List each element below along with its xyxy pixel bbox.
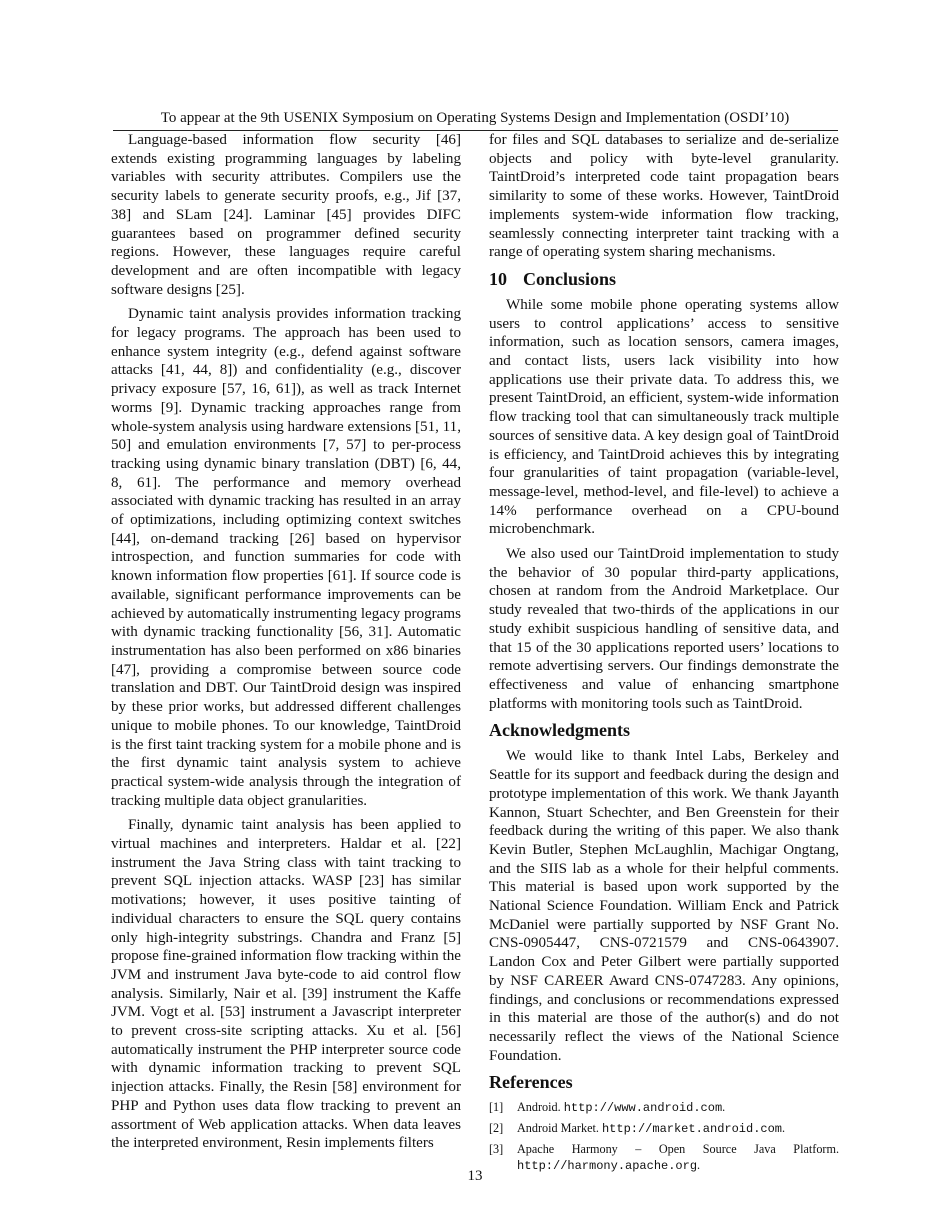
paragraph-acknowledgments: We would like to thank Intel Labs, Berkeley and Seattle for its support and feedback during the design and prototype implementation of this work. We thank Jayanth Kannon, Stuart Schechter, and Ben Greenstein for their feedback during the writing of this paper. We also thank Kevin Butler, Stephen McLaughlin, Machigar Ongtang, and the SIIS lab as a whole for their helpful comments. This material is based upon work supported by the National Science Foundation. William Enck and Patrick McDaniel were partially supported by NSF Grant No. CNS-0905447, CNS-0721579 and CNS-0643907. Landon Cox and Peter Gilbert were partially supported by NSF CAREER Award CNS-0747283. Any opinions, findings, and conclusions or recommendations expressed in this material are those of the author(s) and do not necessarily reflect the views of the National Science Foundation.	[489, 748, 839, 1064]
section-heading-conclusions	[489, 268, 839, 290]
section-title: Conclusions	[523, 268, 617, 289]
running-header: To appear at the 9th USENIX Symposium on Operating Systems Design and Implementation (OSDI’10)	[160, 110, 790, 126]
paragraph-dynamic-taint-analysis: Dynamic taint analysis provides information tracking for legacy programs. The approach has been used to enhance system integrity (e.g., defend against software attacks [41, 44, 8]) and confidentiality (e.g., discover privacy exposure [57, 16, 61]), as well as track Internet worms [9]. Dynamic tracking approaches range from whole-system analysis using hardware extensions [51, 11, 50] and emulation environments [7, 57] to per-process tracking using dynamic binary translation (DBT) [6, 44, 8, 61]. The performance and memory overhead associated with dynamic tracking has resulted in an array of optimizations, including optimizing context switches [44], on-demand tracking [26] based on hypervisor introspection, and function summaries for code with known information flow properties [61]. If source code is available, significant performance improvements can be achieved by automatically instrumenting legacy programs with dynamic tracking functionality [56, 31]. Automatic instrumentation has also been performed on x86 binaries [47], providing a compromise between source code translation and DBT. Our TaintDroid design was inspired by these prior works, but addressed different challenges unique to mobile phones. To our knowledge, TaintDroid is the first taint tracking system for a mobile phone and is the first dynamic taint analysis system to achieve practical system-wide analysis through the integration of tracking multiple data object granularities.	[111, 306, 461, 809]
page-number: 13	[467, 1168, 483, 1184]
reference-text: Android.	[517, 1100, 561, 1115]
reference-number: [1]	[489, 1100, 504, 1115]
section-heading-acknowledgments: Acknowledgments	[489, 720, 631, 741]
reference-url-link[interactable]: http://harmony.apache.org	[517, 1159, 698, 1174]
reference-number: [3]	[489, 1142, 504, 1157]
section-heading-references: References	[489, 1072, 573, 1093]
section-number: 10	[489, 268, 507, 289]
reference-item: [1] Android. http://www.android.com.	[489, 1100, 726, 1116]
left-column	[111, 131, 461, 1159]
reference-text: Apache Harmony – Open Source Java Platform.	[517, 1142, 839, 1157]
reference-text: Android Market.	[517, 1121, 599, 1136]
paragraph-language-based-flow: Language-based information flow security [46] extends existing programming languages by labeling variables with security attributes. Compilers use the security labels to generate security proofs, e.g., Jif [37, 38] and SLam [24]. Laminar [45] provides DIFC guarantees based on programmer defined security regions. However, these languages require careful development and are often incompatible with legacy software designs [25].	[111, 132, 461, 298]
reference-item: [2] Android Market. http://market.android.com.	[489, 1121, 786, 1137]
paragraph-conclusions-1: While some mobile phone operating systems allow users to control applications’ access to sensitive information, such as location sensors, camera images, and contact lists, users lack visibility into how applications use their private data. To address this, we present TaintDroid, an efficient, system-wide information flow tracking tool that can simultaneously track multiple sources of sensitive data. A key design goal of TaintDroid is efficiency, and TaintDroid achieves this by integrating four granularities of taint propagation (variable-level, message-level, method-level, and file-level) to achieve a 14% performance overhead on a CPU-bound microbenchmark.	[489, 296, 839, 538]
paragraph-continued: for files and SQL databases to serialize and de-serialize objects and policy with byte-level granularity. TaintDroid’s interpreted code taint propagation bears similarity to some of these works. However, TaintDroid implements system-wide information flow tracking, seamlessly connecting interpreter taint tracking with a range of operating system sharing mechanisms.	[489, 132, 839, 261]
paragraph-conclusions-2: We also used our TaintDroid implementation to study the behavior of 30 popular third-party applications, chosen at random from the Android Marketplace. Our study revealed that two-thirds of the applications in our study exhibit suspicious handling of sensitive data, and that 15 of the 30 applications reported users’ locations to remote advertising servers. Our findings demonstrate the effectiveness and value of enhancing smartphone platforms with monitoring tools such as TaintDroid.	[489, 546, 839, 712]
right-column	[489, 131, 839, 1178]
reference-url-link[interactable]: http://www.android.com	[563, 1101, 723, 1116]
reference-list	[489, 1099, 839, 1174]
reference-url-link[interactable]: http://market.android.com	[601, 1122, 782, 1137]
reference-item: [3] Apache Harmony – Open Source Java Platform. http://harmony.apache.org.	[489, 1142, 839, 1174]
paragraph-vm-interpreters: Finally, dynamic taint analysis has been applied to virtual machines and interpreters. Haldar et al. [22] instrument the Java String class with taint tracking to prevent SQL injection attacks. WASP [23] has similar motivations; however, it uses positive tainting of individual characters to ensure the SQL query contains only high-integrity substrings. Chandra and Franz [5] propose fine-grained information flow tracking within the JVM and instrument Java byte-code to aid control flow analysis. Similarly, Nair et al. [39] instrument the Kaffe JVM. Vogt et al. [53] instrument a Javascript interpreter to prevent cross-site scripting attacks. Xu et al. [56] automatically instrument the PHP interpreter source code with dynamic information tracking to prevent SQL injection attacks. Finally, the Resin [58] environment for PHP and Python uses data flow tracking to prevent an assortment of Web application attacks. When data leaves the interpreted environment, Resin implements filters	[111, 817, 461, 1152]
reference-number: [2]	[489, 1121, 504, 1136]
